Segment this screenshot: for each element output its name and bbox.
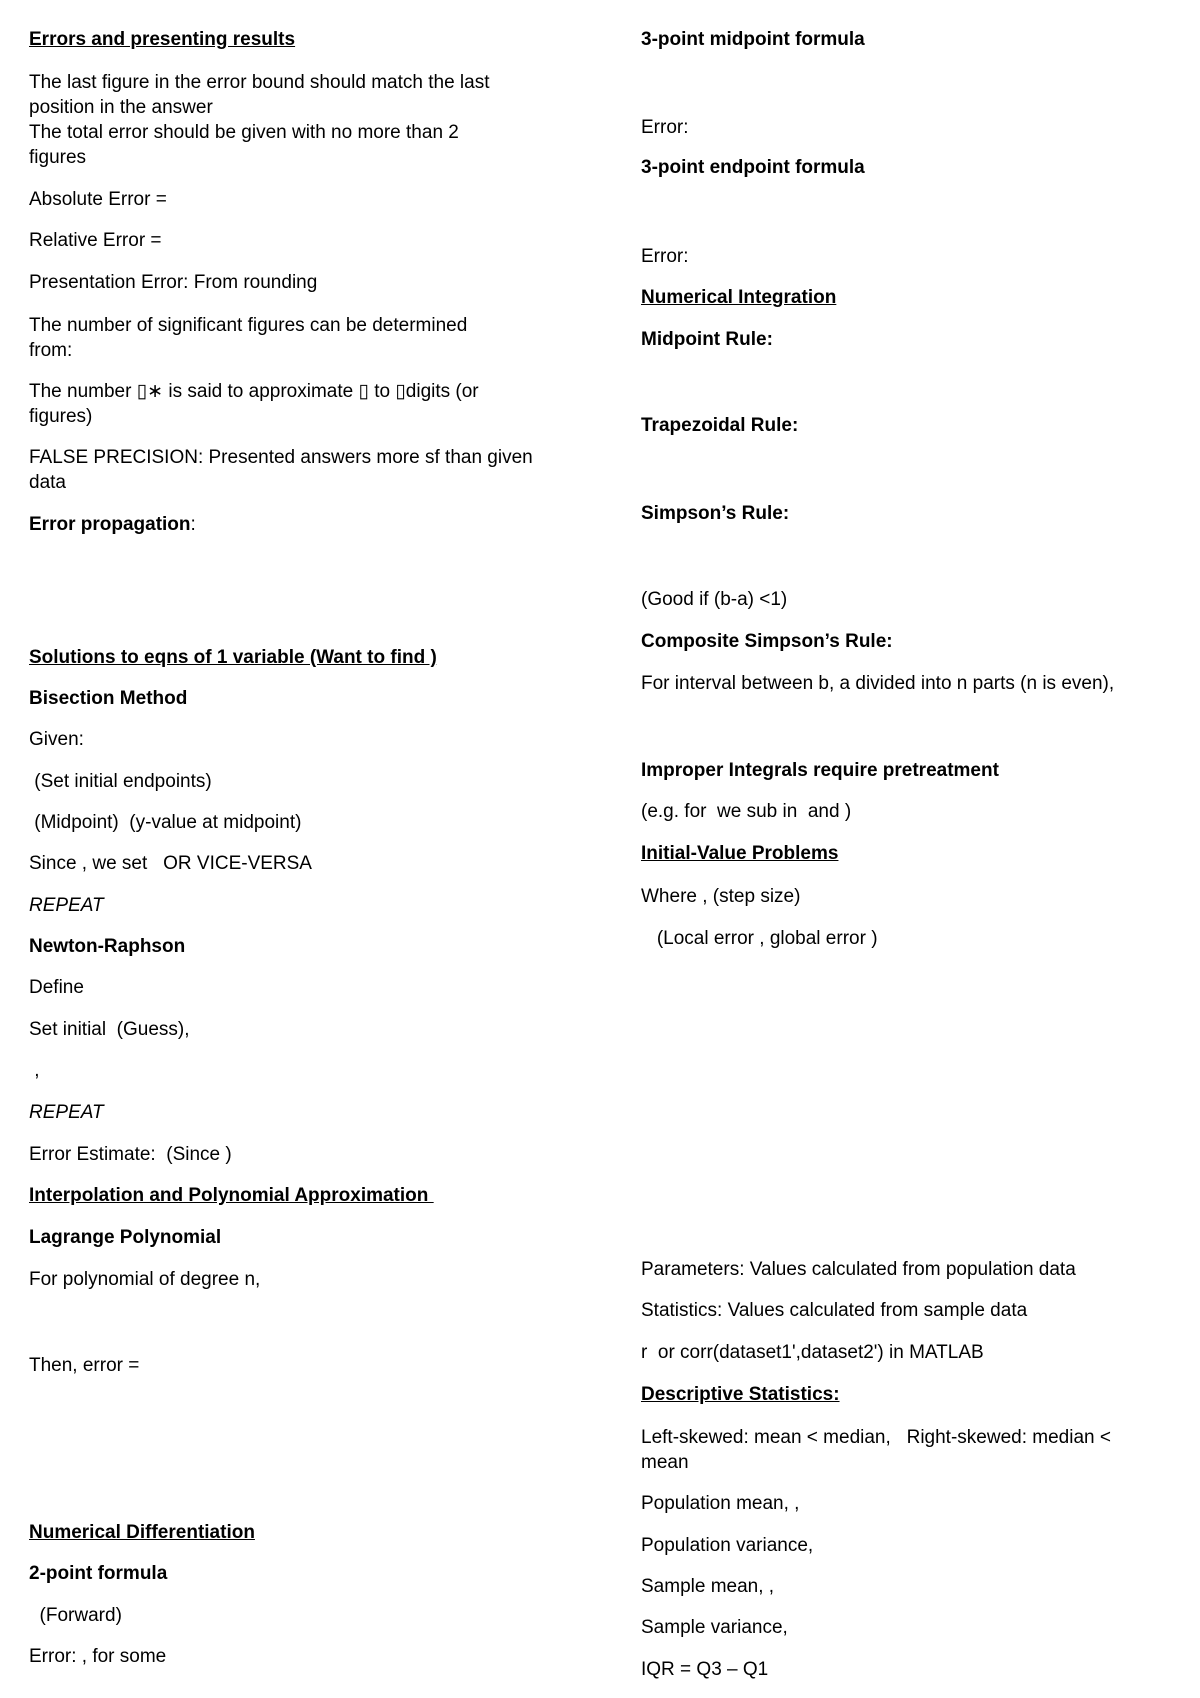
- interpolation-heading: Interpolation and Polynomial Approximation: [29, 1185, 434, 1206]
- error-2: Error:: [641, 246, 689, 267]
- statistics-text: Statistics: Values calculated from sample data: [641, 1300, 1028, 1321]
- set-initial-endpoints: (Set initial endpoints): [29, 771, 212, 792]
- eg-sub: (e.g. for we sub in and ): [641, 801, 852, 822]
- sig-fig-line1: The number of significant figures can be determined: [29, 315, 468, 336]
- repeat-2: REPEAT: [29, 1102, 104, 1123]
- approx-line2: figures): [29, 406, 93, 427]
- bisection-heading: Bisection Method: [29, 688, 188, 709]
- error-estimate: Error Estimate: (Since ): [29, 1144, 232, 1165]
- iqr-text: IQR = Q3 – Q1: [641, 1659, 769, 1680]
- repeat-1: REPEAT: [29, 895, 104, 916]
- skew-line1: Left-skewed: mean < median, Right-skewed: median <: [641, 1427, 1111, 1448]
- sample-mean: Sample mean, ,: [641, 1576, 775, 1597]
- since-we-set: Since , we set OR VICE-VERSA: [29, 853, 312, 874]
- solutions-heading: Solutions to eqns of 1 variable (Want to find ): [29, 647, 437, 668]
- improper-integrals: Improper Integrals require pretreatment: [641, 760, 999, 781]
- total-error-line1: The total error should be given with no more than 2: [29, 122, 459, 143]
- r-corr: r or corr(dataset1',dataset2') in MATLAB: [641, 1342, 984, 1363]
- interval-text: For interval between b, a divided into n parts (n is even),: [641, 673, 1115, 694]
- presentation-error: Presentation Error: From rounding: [29, 272, 318, 293]
- errors-heading: Errors and presenting results: [29, 29, 296, 50]
- comma-line: ,: [29, 1060, 40, 1081]
- midpoint-rule: Midpoint Rule:: [641, 329, 773, 350]
- given-text: Given:: [29, 729, 84, 750]
- good-if: (Good if (b-a) <1): [641, 589, 788, 610]
- error-for-some: Error: , for some: [29, 1646, 167, 1667]
- relative-error: Relative Error =: [29, 230, 162, 251]
- approx-line1: The number ▯∗ is said to approximate ▯ to ▯digits (or: [29, 381, 479, 402]
- error-1: Error:: [641, 117, 689, 138]
- last-figure-line1: The last figure in the error bound should match the last: [29, 72, 490, 93]
- descriptive-heading: Descriptive Statistics:: [641, 1384, 840, 1405]
- trapezoidal-rule: Trapezoidal Rule:: [641, 415, 799, 436]
- last-figure-line2: position in the answer: [29, 97, 213, 118]
- where-step: Where , (step size): [641, 886, 801, 907]
- two-point-heading: 2-point formula: [29, 1563, 168, 1584]
- skew-line2: mean: [641, 1452, 689, 1473]
- simpsons-rule: Simpson’s Rule:: [641, 503, 790, 524]
- define-text: Define: [29, 977, 84, 998]
- population-mean: Population mean, ,: [641, 1493, 800, 1514]
- forward-text: (Forward): [29, 1605, 122, 1626]
- false-precision-line1: FALSE PRECISION: Presented answers more sf than given: [29, 447, 533, 468]
- local-global: (Local error , global error ): [641, 928, 878, 949]
- midpoint-text: (Midpoint) (y-value at midpoint): [29, 812, 302, 833]
- polynomial-degree: For polynomial of degree n,: [29, 1269, 261, 1290]
- sig-fig-line2: from:: [29, 340, 73, 361]
- numerical-diff-heading: Numerical Differentiation: [29, 1522, 255, 1543]
- ivp-heading: Initial-Value Problems: [641, 843, 839, 864]
- composite-simpsons: Composite Simpson’s Rule:: [641, 631, 893, 652]
- three-point-end-heading: 3-point endpoint formula: [641, 157, 865, 178]
- lagrange-heading: Lagrange Polynomial: [29, 1227, 222, 1248]
- sample-variance: Sample variance,: [641, 1617, 788, 1638]
- false-precision-line2: data: [29, 472, 66, 493]
- error-propagation-label: Error propagation: [29, 514, 191, 535]
- numerical-integration-heading: Numerical Integration: [641, 287, 837, 308]
- error-propagation: [29, 512, 196, 537]
- parameters-text: Parameters: Values calculated from population data: [641, 1259, 1076, 1280]
- total-error-line2: figures: [29, 147, 87, 168]
- three-point-mid-heading: 3-point midpoint formula: [641, 29, 865, 50]
- population-variance: Population variance,: [641, 1535, 814, 1556]
- then-error: Then, error =: [29, 1355, 140, 1376]
- absolute-error: Absolute Error =: [29, 189, 167, 210]
- newton-heading: Newton-Raphson: [29, 936, 186, 957]
- error-propagation-colon: :: [190, 514, 196, 535]
- set-initial-guess: Set initial (Guess),: [29, 1019, 190, 1040]
